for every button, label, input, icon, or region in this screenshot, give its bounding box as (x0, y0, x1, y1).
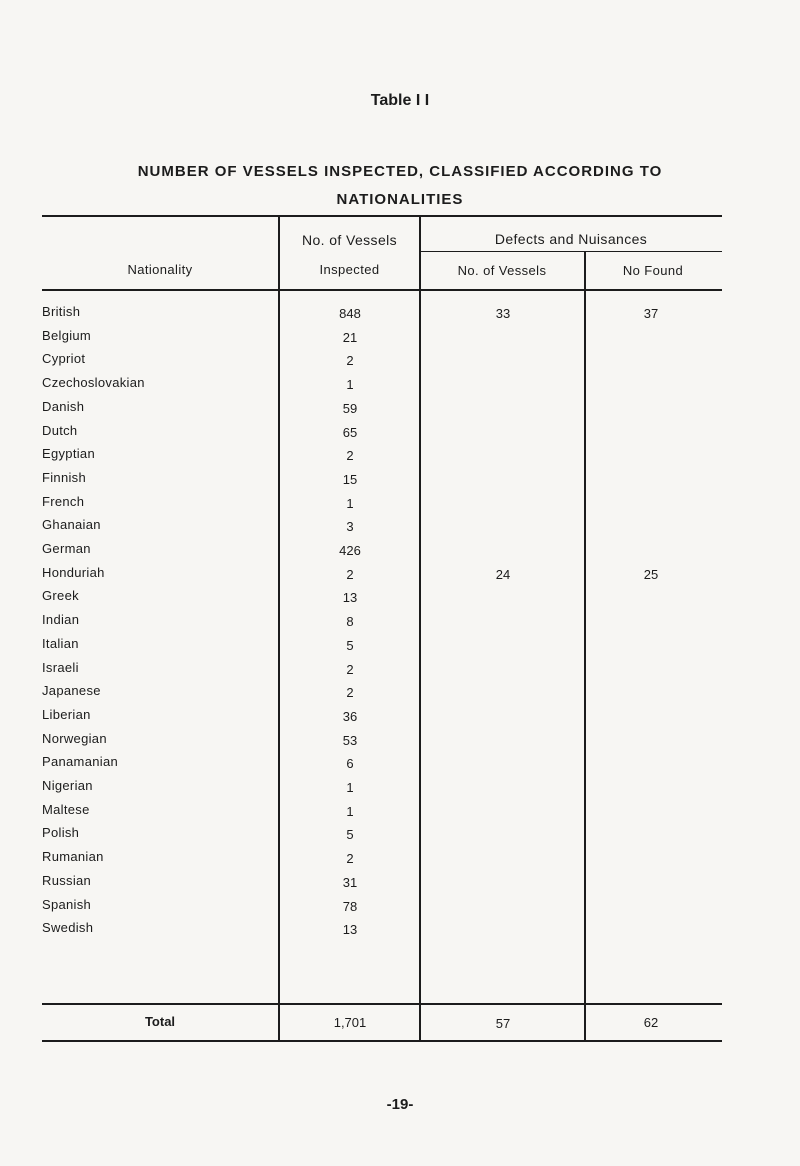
row-defects-found (586, 827, 716, 843)
row-defect-vessels (420, 543, 586, 559)
row-defect-vessels (420, 496, 586, 512)
row-nationality: Belgium (42, 328, 92, 343)
row-defects-found (586, 922, 716, 938)
row-inspected: 36 (342, 709, 358, 724)
row-defect-vessels (420, 804, 586, 820)
row-inspected: 13 (342, 590, 358, 605)
row-inspected: 1 (346, 804, 354, 819)
row-nationality: Egyptian (42, 446, 95, 461)
row-inspected: 1 (346, 377, 354, 392)
total-inspected: 1,701 (333, 1015, 367, 1030)
row-nationality: British (42, 304, 81, 319)
row-defect-vessels: 33 (495, 306, 511, 321)
row-nationality: Finnish (42, 470, 87, 485)
row-defects-found (586, 709, 716, 725)
row-defect-vessels (420, 614, 586, 630)
header-defects-found: No Found (622, 263, 684, 278)
row-defect-vessels (420, 425, 586, 441)
header-inspected-bottom: Inspected (319, 262, 380, 277)
row-defect-vessels (420, 330, 586, 346)
row-defects-found (586, 851, 716, 867)
row-nationality: Nigerian (42, 778, 93, 793)
row-nationality: Panamanian (42, 754, 118, 769)
row-nationality: Rumanian (42, 849, 104, 864)
table-title: Table I I (370, 92, 430, 109)
row-nationality: Israeli (42, 660, 79, 675)
header-defects-group: Defects and Nuisances (494, 231, 648, 247)
row-defect-vessels (420, 851, 586, 867)
row-defects-found (586, 662, 716, 678)
row-defect-vessels (420, 353, 586, 369)
row-defect-vessels (420, 827, 586, 843)
row-inspected: 13 (342, 922, 358, 937)
row-defect-vessels (420, 401, 586, 417)
row-defect-vessels (420, 685, 586, 701)
row-inspected: 31 (342, 875, 358, 890)
row-nationality: Ghanaian (42, 517, 101, 532)
row-defect-vessels (420, 590, 586, 606)
row-defect-vessels (420, 448, 586, 464)
row-inspected: 65 (342, 425, 358, 440)
row-defects-found: 37 (643, 306, 659, 321)
row-inspected: 53 (342, 733, 358, 748)
row-nationality: Polish (42, 825, 80, 840)
row-defects-found (586, 543, 716, 559)
row-nationality: Greek (42, 588, 79, 603)
row-nationality: Japanese (42, 683, 101, 698)
page-number: -19- (386, 1096, 414, 1113)
rule-defects-sub (420, 251, 722, 252)
row-defects-found (586, 590, 716, 606)
row-nationality: Indian (42, 612, 80, 627)
table-heading (80, 158, 720, 214)
row-defects-found (586, 875, 716, 891)
row-defects-found (586, 685, 716, 701)
rule-bottom (42, 1040, 722, 1042)
row-nationality: Italian (42, 636, 79, 651)
row-inspected: 15 (342, 472, 358, 487)
row-defect-vessels (420, 377, 586, 393)
row-defects-found (586, 804, 716, 820)
row-nationality: Dutch (42, 423, 78, 438)
row-inspected: 21 (342, 330, 358, 345)
total-defects-found: 62 (643, 1015, 659, 1030)
header-defect-vessels: No. of Vessels (457, 263, 547, 278)
row-defects-found: 25 (643, 567, 659, 582)
row-inspected: 3 (346, 519, 354, 534)
row-defects-found (586, 330, 716, 346)
row-defect-vessels (420, 733, 586, 749)
row-defects-found (586, 401, 716, 417)
row-defect-vessels (420, 709, 586, 725)
row-defect-vessels (420, 780, 586, 796)
row-nationality: Danish (42, 399, 85, 414)
row-inspected: 426 (339, 543, 361, 558)
row-defects-found (586, 899, 716, 915)
row-inspected: 2 (346, 662, 354, 677)
row-defects-found (586, 614, 716, 630)
row-defects-found (586, 733, 716, 749)
row-nationality: Swedish (42, 920, 94, 935)
row-inspected: 6 (346, 756, 354, 771)
row-inspected: 8 (346, 614, 354, 629)
row-inspected: 2 (346, 567, 354, 582)
row-defect-vessels (420, 662, 586, 678)
row-defect-vessels: 24 (495, 567, 511, 582)
row-defect-vessels (420, 756, 586, 772)
total-defect-vessels: 57 (495, 1016, 511, 1031)
row-inspected: 2 (346, 685, 354, 700)
rule-before-total (42, 1003, 722, 1005)
row-inspected: 1 (346, 496, 354, 511)
row-defect-vessels (420, 875, 586, 891)
rule-header-bottom (42, 289, 722, 291)
row-defects-found (586, 472, 716, 488)
row-defect-vessels (420, 638, 586, 654)
row-inspected: 2 (346, 353, 354, 368)
row-defect-vessels (420, 922, 586, 938)
row-defects-found (586, 519, 716, 535)
header-inspected-top: No. of Vessels (301, 232, 398, 248)
row-nationality: Spanish (42, 897, 92, 912)
row-nationality: Honduriah (42, 565, 105, 580)
row-nationality: Cypriot (42, 351, 86, 366)
row-inspected: 2 (346, 448, 354, 463)
row-inspected: 848 (339, 306, 361, 321)
row-defects-found (586, 353, 716, 369)
heading-line-2: NATIONALITIES (336, 191, 464, 208)
rule-top (42, 215, 722, 217)
row-defect-vessels (420, 472, 586, 488)
row-inspected: 2 (346, 851, 354, 866)
row-nationality: French (42, 494, 85, 509)
row-defects-found (586, 496, 716, 512)
row-defects-found (586, 780, 716, 796)
total-label: Total (144, 1014, 176, 1029)
row-defects-found (586, 638, 716, 654)
row-defects-found (586, 448, 716, 464)
row-defects-found (586, 756, 716, 772)
row-nationality: Norwegian (42, 731, 107, 746)
row-nationality: Maltese (42, 802, 90, 817)
row-defect-vessels (420, 519, 586, 535)
row-defects-found (586, 425, 716, 441)
header-nationality: Nationality (127, 262, 193, 277)
row-nationality: German (42, 541, 91, 556)
row-inspected: 5 (346, 638, 354, 653)
row-nationality: Liberian (42, 707, 91, 722)
heading-line-1: NUMBER OF VESSELS INSPECTED, CLASSIFIED ACCORDING TO (137, 163, 663, 180)
row-nationality: Russian (42, 873, 92, 888)
row-inspected: 78 (342, 899, 358, 914)
row-nationality: Czechoslovakian (42, 375, 145, 390)
row-inspected: 1 (346, 780, 354, 795)
row-inspected: 5 (346, 827, 354, 842)
row-defect-vessels (420, 899, 586, 915)
row-defects-found (586, 377, 716, 393)
row-inspected: 59 (342, 401, 358, 416)
